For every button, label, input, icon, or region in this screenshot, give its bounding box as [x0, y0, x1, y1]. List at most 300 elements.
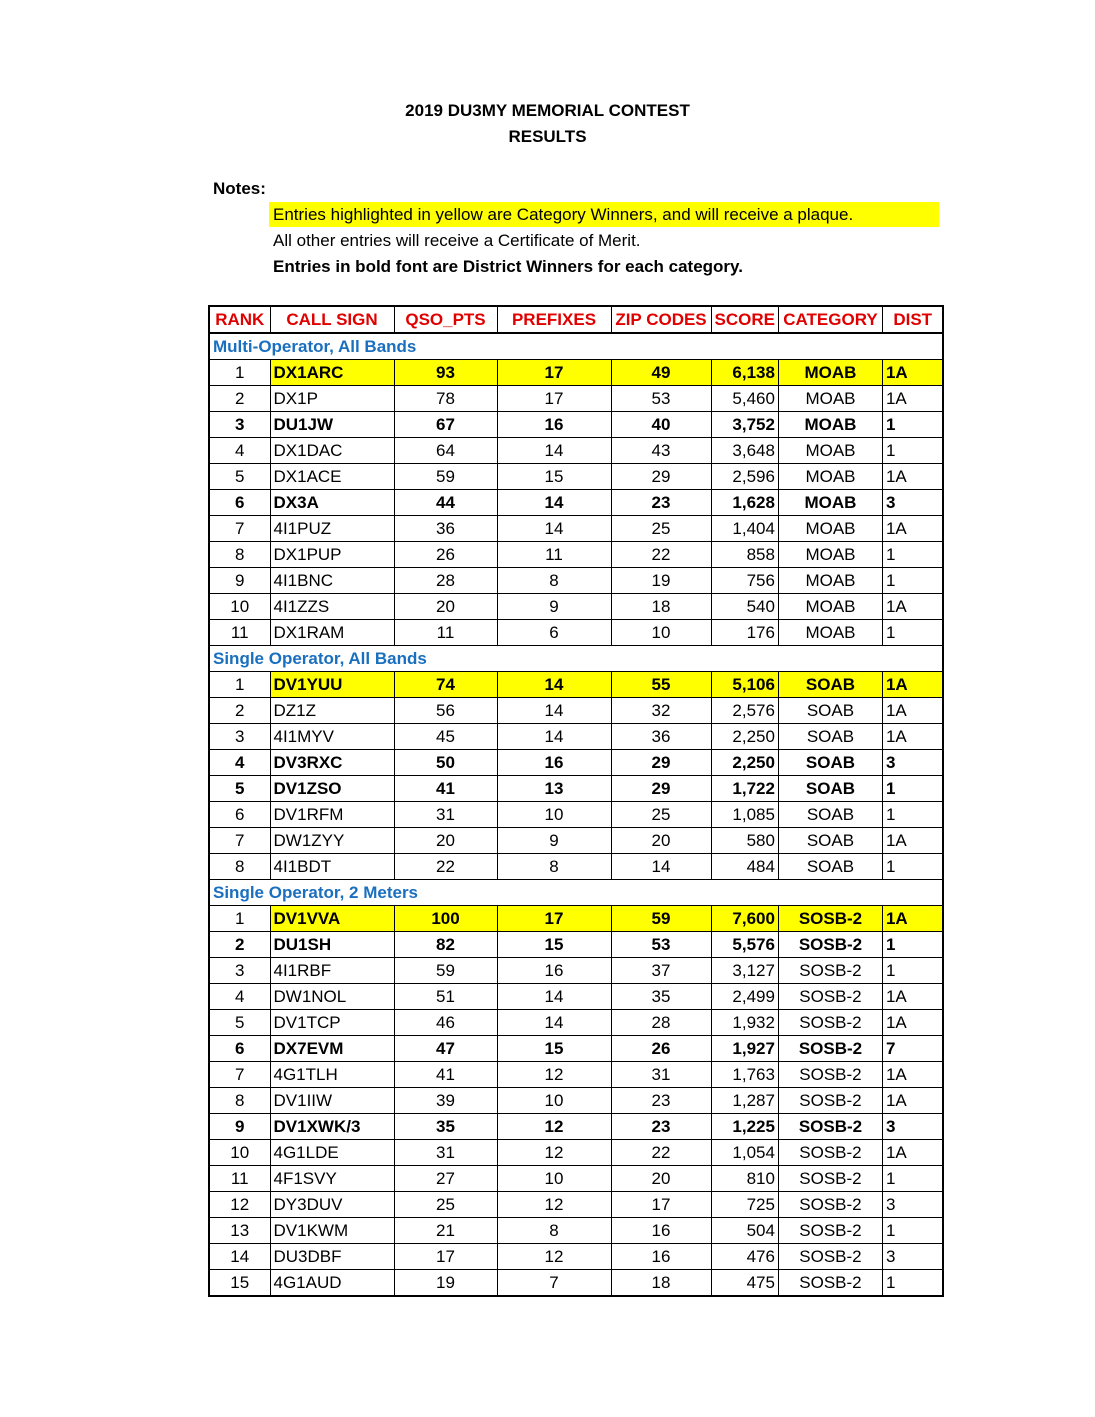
- table-row: [209, 698, 943, 724]
- cell-rank: 9: [209, 1114, 270, 1140]
- table-row: [209, 1192, 943, 1218]
- cell-prefixes: 15: [497, 1036, 611, 1062]
- cell-rank: 3: [209, 958, 270, 984]
- section-title: Single Operator, 2 Meters: [209, 880, 943, 906]
- table-row: [209, 516, 943, 542]
- cell-score: 1,287: [711, 1088, 778, 1114]
- cell-qso-pts: 59: [394, 464, 497, 490]
- cell-dist: 1A: [882, 672, 943, 698]
- column-header-zip-codes: ZIP CODES: [611, 306, 711, 333]
- cell-call-sign: DV3RXC: [270, 750, 394, 776]
- cell-rank: 3: [209, 412, 270, 438]
- cell-zip-codes: 55: [611, 672, 711, 698]
- cell-score: 3,127: [711, 958, 778, 984]
- cell-prefixes: 11: [497, 542, 611, 568]
- results-table: [208, 305, 944, 1297]
- cell-zip-codes: 49: [611, 360, 711, 386]
- cell-rank: 10: [209, 594, 270, 620]
- cell-zip-codes: 23: [611, 490, 711, 516]
- cell-rank: 6: [209, 802, 270, 828]
- cell-category: SOSB-2: [778, 1140, 882, 1166]
- cell-call-sign: DV1IIW: [270, 1088, 394, 1114]
- cell-prefixes: 9: [497, 594, 611, 620]
- table-row: [209, 724, 943, 750]
- cell-qso-pts: 64: [394, 438, 497, 464]
- cell-dist: 3: [882, 1244, 943, 1270]
- cell-dist: 1A: [882, 984, 943, 1010]
- cell-score: 725: [711, 1192, 778, 1218]
- cell-zip-codes: 18: [611, 1270, 711, 1297]
- cell-rank: 12: [209, 1192, 270, 1218]
- cell-dist: 1: [882, 802, 943, 828]
- cell-score: 7,600: [711, 906, 778, 932]
- table-row: [209, 594, 943, 620]
- cell-zip-codes: 29: [611, 776, 711, 802]
- cell-prefixes: 12: [497, 1062, 611, 1088]
- cell-dist: 1A: [882, 516, 943, 542]
- cell-rank: 3: [209, 724, 270, 750]
- note-certificate-of-merit: All other entries will receive a Certificate of Merit.: [273, 231, 641, 250]
- cell-rank: 8: [209, 854, 270, 880]
- table-row: [209, 1244, 943, 1270]
- table-row: [209, 620, 943, 646]
- cell-rank: 10: [209, 1140, 270, 1166]
- cell-zip-codes: 37: [611, 958, 711, 984]
- cell-call-sign: DV1XWK/3: [270, 1114, 394, 1140]
- cell-zip-codes: 35: [611, 984, 711, 1010]
- notes-label: Notes:: [213, 179, 266, 198]
- cell-qso-pts: 17: [394, 1244, 497, 1270]
- cell-qso-pts: 31: [394, 802, 497, 828]
- table-row: [209, 490, 943, 516]
- cell-zip-codes: 36: [611, 724, 711, 750]
- cell-category: SOSB-2: [778, 1166, 882, 1192]
- cell-prefixes: 14: [497, 698, 611, 724]
- table-row: [209, 828, 943, 854]
- cell-zip-codes: 26: [611, 1036, 711, 1062]
- cell-prefixes: 6: [497, 620, 611, 646]
- cell-prefixes: 10: [497, 1088, 611, 1114]
- cell-call-sign: 4I1MYV: [270, 724, 394, 750]
- cell-zip-codes: 29: [611, 750, 711, 776]
- cell-prefixes: 14: [497, 672, 611, 698]
- cell-call-sign: 4I1ZZS: [270, 594, 394, 620]
- cell-category: SOAB: [778, 672, 882, 698]
- section-title: Multi-Operator, All Bands: [209, 333, 943, 360]
- column-header-call-sign: CALL SIGN: [270, 306, 394, 333]
- cell-category: MOAB: [778, 620, 882, 646]
- cell-dist: 1: [882, 412, 943, 438]
- cell-category: SOSB-2: [778, 1036, 882, 1062]
- cell-score: 475: [711, 1270, 778, 1297]
- cell-category: MOAB: [778, 542, 882, 568]
- cell-score: 1,722: [711, 776, 778, 802]
- table-row: [209, 386, 943, 412]
- note-district-winners: Entries in bold font are District Winners for each category.: [273, 257, 743, 276]
- column-header-category: CATEGORY: [778, 306, 882, 333]
- cell-qso-pts: 20: [394, 828, 497, 854]
- cell-dist: 1A: [882, 698, 943, 724]
- cell-call-sign: DX7EVM: [270, 1036, 394, 1062]
- cell-prefixes: 12: [497, 1192, 611, 1218]
- cell-score: 5,576: [711, 932, 778, 958]
- cell-call-sign: DX1ARC: [270, 360, 394, 386]
- section-header-row: [209, 880, 943, 906]
- cell-category: SOAB: [778, 724, 882, 750]
- cell-dist: 1A: [882, 828, 943, 854]
- cell-category: SOSB-2: [778, 1010, 882, 1036]
- cell-zip-codes: 16: [611, 1218, 711, 1244]
- document-subtitle: RESULTS: [508, 127, 587, 146]
- cell-dist: 1: [882, 776, 943, 802]
- table-row: [209, 776, 943, 802]
- cell-zip-codes: 19: [611, 568, 711, 594]
- cell-call-sign: DU1JW: [270, 412, 394, 438]
- cell-category: MOAB: [778, 386, 882, 412]
- cell-prefixes: 17: [497, 906, 611, 932]
- cell-zip-codes: 28: [611, 1010, 711, 1036]
- cell-dist: 1: [882, 1218, 943, 1244]
- cell-qso-pts: 26: [394, 542, 497, 568]
- cell-qso-pts: 36: [394, 516, 497, 542]
- cell-score: 2,596: [711, 464, 778, 490]
- cell-zip-codes: 53: [611, 932, 711, 958]
- cell-category: SOSB-2: [778, 1270, 882, 1297]
- cell-dist: 1: [882, 932, 943, 958]
- cell-score: 484: [711, 854, 778, 880]
- cell-dist: 7: [882, 1036, 943, 1062]
- section-header-row: [209, 333, 943, 360]
- cell-score: 540: [711, 594, 778, 620]
- cell-category: SOSB-2: [778, 958, 882, 984]
- cell-call-sign: DV1VVA: [270, 906, 394, 932]
- cell-dist: 1A: [882, 464, 943, 490]
- cell-prefixes: 12: [497, 1114, 611, 1140]
- cell-call-sign: 4I1BNC: [270, 568, 394, 594]
- cell-dist: 1: [882, 1270, 943, 1297]
- cell-rank: 8: [209, 1088, 270, 1114]
- cell-dist: 1: [882, 854, 943, 880]
- cell-category: MOAB: [778, 464, 882, 490]
- cell-category: MOAB: [778, 438, 882, 464]
- cell-call-sign: DU1SH: [270, 932, 394, 958]
- cell-score: 1,628: [711, 490, 778, 516]
- section-header-row: [209, 646, 943, 672]
- results-body: [209, 333, 943, 1296]
- cell-category: SOSB-2: [778, 1088, 882, 1114]
- cell-zip-codes: 25: [611, 802, 711, 828]
- cell-score: 3,752: [711, 412, 778, 438]
- cell-score: 5,460: [711, 386, 778, 412]
- cell-score: 2,499: [711, 984, 778, 1010]
- cell-dist: 1A: [882, 1088, 943, 1114]
- cell-qso-pts: 100: [394, 906, 497, 932]
- column-header-score: SCORE: [711, 306, 778, 333]
- cell-qso-pts: 93: [394, 360, 497, 386]
- cell-call-sign: 4G1TLH: [270, 1062, 394, 1088]
- cell-dist: 1A: [882, 906, 943, 932]
- cell-score: 5,106: [711, 672, 778, 698]
- cell-prefixes: 8: [497, 1218, 611, 1244]
- cell-score: 504: [711, 1218, 778, 1244]
- cell-call-sign: 4F1SVY: [270, 1166, 394, 1192]
- cell-call-sign: DV1ZSO: [270, 776, 394, 802]
- cell-prefixes: 14: [497, 516, 611, 542]
- cell-qso-pts: 11: [394, 620, 497, 646]
- cell-category: SOAB: [778, 750, 882, 776]
- cell-category: SOAB: [778, 698, 882, 724]
- column-header-rank: RANK: [209, 306, 270, 333]
- cell-prefixes: 14: [497, 724, 611, 750]
- table-row: [209, 750, 943, 776]
- cell-call-sign: DX1P: [270, 386, 394, 412]
- cell-qso-pts: 67: [394, 412, 497, 438]
- cell-qso-pts: 51: [394, 984, 497, 1010]
- cell-prefixes: 13: [497, 776, 611, 802]
- cell-dist: 1: [882, 542, 943, 568]
- table-row: [209, 802, 943, 828]
- cell-category: SOAB: [778, 802, 882, 828]
- cell-rank: 2: [209, 698, 270, 724]
- table-row: [209, 360, 943, 386]
- cell-qso-pts: 20: [394, 594, 497, 620]
- cell-rank: 1: [209, 672, 270, 698]
- section-title: Single Operator, All Bands: [209, 646, 943, 672]
- cell-dist: 1A: [882, 386, 943, 412]
- cell-prefixes: 17: [497, 386, 611, 412]
- cell-rank: 4: [209, 750, 270, 776]
- cell-score: 580: [711, 828, 778, 854]
- cell-rank: 7: [209, 1062, 270, 1088]
- table-row: [209, 412, 943, 438]
- cell-rank: 13: [209, 1218, 270, 1244]
- cell-prefixes: 10: [497, 1166, 611, 1192]
- cell-rank: 4: [209, 984, 270, 1010]
- table-row: [209, 1010, 943, 1036]
- table-row: [209, 1218, 943, 1244]
- cell-zip-codes: 16: [611, 1244, 711, 1270]
- cell-rank: 6: [209, 490, 270, 516]
- cell-call-sign: DW1ZYY: [270, 828, 394, 854]
- cell-score: 6,138: [711, 360, 778, 386]
- cell-call-sign: DX3A: [270, 490, 394, 516]
- cell-qso-pts: 47: [394, 1036, 497, 1062]
- cell-rank: 1: [209, 906, 270, 932]
- cell-rank: 8: [209, 542, 270, 568]
- table-row: [209, 984, 943, 1010]
- cell-qso-pts: 74: [394, 672, 497, 698]
- cell-qso-pts: 28: [394, 568, 497, 594]
- table-row: [209, 958, 943, 984]
- cell-score: 1,404: [711, 516, 778, 542]
- cell-qso-pts: 39: [394, 1088, 497, 1114]
- cell-zip-codes: 17: [611, 1192, 711, 1218]
- cell-score: 3,648: [711, 438, 778, 464]
- cell-call-sign: 4G1LDE: [270, 1140, 394, 1166]
- cell-category: SOSB-2: [778, 906, 882, 932]
- cell-call-sign: DW1NOL: [270, 984, 394, 1010]
- cell-rank: 5: [209, 1010, 270, 1036]
- cell-category: SOSB-2: [778, 1192, 882, 1218]
- cell-zip-codes: 31: [611, 1062, 711, 1088]
- cell-score: 1,927: [711, 1036, 778, 1062]
- cell-prefixes: 15: [497, 932, 611, 958]
- cell-score: 2,250: [711, 724, 778, 750]
- table-row: [209, 1114, 943, 1140]
- cell-qso-pts: 46: [394, 1010, 497, 1036]
- cell-rank: 5: [209, 776, 270, 802]
- cell-qso-pts: 35: [394, 1114, 497, 1140]
- cell-zip-codes: 40: [611, 412, 711, 438]
- cell-dist: 1A: [882, 1062, 943, 1088]
- cell-prefixes: 12: [497, 1140, 611, 1166]
- cell-call-sign: DX1DAC: [270, 438, 394, 464]
- note-category-winners: Entries highlighted in yellow are Category Winners, and will receive a plaque.: [269, 202, 939, 227]
- table-row: [209, 932, 943, 958]
- cell-prefixes: 10: [497, 802, 611, 828]
- cell-dist: 3: [882, 750, 943, 776]
- table-row: [209, 542, 943, 568]
- cell-prefixes: 16: [497, 412, 611, 438]
- cell-dist: 3: [882, 490, 943, 516]
- cell-rank: 7: [209, 516, 270, 542]
- cell-dist: 3: [882, 1114, 943, 1140]
- cell-category: MOAB: [778, 360, 882, 386]
- cell-rank: 1: [209, 360, 270, 386]
- cell-category: MOAB: [778, 490, 882, 516]
- cell-zip-codes: 14: [611, 854, 711, 880]
- cell-category: SOSB-2: [778, 984, 882, 1010]
- cell-qso-pts: 78: [394, 386, 497, 412]
- cell-qso-pts: 50: [394, 750, 497, 776]
- column-header-dist: DIST: [882, 306, 943, 333]
- column-header-qso-pts: QSO_PTS: [394, 306, 497, 333]
- cell-score: 756: [711, 568, 778, 594]
- table-row: [209, 438, 943, 464]
- cell-prefixes: 8: [497, 854, 611, 880]
- cell-score: 810: [711, 1166, 778, 1192]
- cell-rank: 5: [209, 464, 270, 490]
- table-row: [209, 1088, 943, 1114]
- cell-qso-pts: 44: [394, 490, 497, 516]
- cell-score: 2,250: [711, 750, 778, 776]
- cell-prefixes: 14: [497, 438, 611, 464]
- cell-score: 476: [711, 1244, 778, 1270]
- table-row: [209, 854, 943, 880]
- cell-qso-pts: 22: [394, 854, 497, 880]
- cell-score: 1,054: [711, 1140, 778, 1166]
- cell-category: SOSB-2: [778, 1244, 882, 1270]
- cell-call-sign: DX1RAM: [270, 620, 394, 646]
- cell-zip-codes: 32: [611, 698, 711, 724]
- table-row: [209, 1036, 943, 1062]
- cell-category: SOAB: [778, 828, 882, 854]
- cell-zip-codes: 53: [611, 386, 711, 412]
- cell-rank: 9: [209, 568, 270, 594]
- cell-rank: 4: [209, 438, 270, 464]
- cell-call-sign: DV1RFM: [270, 802, 394, 828]
- cell-call-sign: DX1ACE: [270, 464, 394, 490]
- cell-dist: 1: [882, 1166, 943, 1192]
- cell-dist: 1: [882, 620, 943, 646]
- cell-rank: 11: [209, 620, 270, 646]
- cell-prefixes: 7: [497, 1270, 611, 1297]
- cell-category: SOAB: [778, 854, 882, 880]
- cell-zip-codes: 18: [611, 594, 711, 620]
- cell-qso-pts: 45: [394, 724, 497, 750]
- cell-qso-pts: 59: [394, 958, 497, 984]
- cell-call-sign: DY3DUV: [270, 1192, 394, 1218]
- cell-zip-codes: 23: [611, 1088, 711, 1114]
- table-row: [209, 1270, 943, 1297]
- cell-rank: 2: [209, 932, 270, 958]
- cell-score: 2,576: [711, 698, 778, 724]
- cell-zip-codes: 23: [611, 1114, 711, 1140]
- cell-qso-pts: 25: [394, 1192, 497, 1218]
- cell-dist: 1: [882, 438, 943, 464]
- cell-dist: 1: [882, 958, 943, 984]
- cell-category: MOAB: [778, 516, 882, 542]
- table-row: [209, 1062, 943, 1088]
- cell-qso-pts: 27: [394, 1166, 497, 1192]
- cell-qso-pts: 82: [394, 932, 497, 958]
- cell-call-sign: DV1YUU: [270, 672, 394, 698]
- cell-category: MOAB: [778, 594, 882, 620]
- cell-zip-codes: 20: [611, 1166, 711, 1192]
- cell-score: 858: [711, 542, 778, 568]
- cell-call-sign: DX1PUP: [270, 542, 394, 568]
- cell-category: SOAB: [778, 776, 882, 802]
- column-header-prefixes: PREFIXES: [497, 306, 611, 333]
- cell-call-sign: DU3DBF: [270, 1244, 394, 1270]
- cell-dist: 1A: [882, 360, 943, 386]
- cell-prefixes: 9: [497, 828, 611, 854]
- cell-call-sign: 4G1AUD: [270, 1270, 394, 1297]
- cell-score: 1,085: [711, 802, 778, 828]
- cell-call-sign: DV1TCP: [270, 1010, 394, 1036]
- cell-score: 1,225: [711, 1114, 778, 1140]
- cell-qso-pts: 19: [394, 1270, 497, 1297]
- table-row: [209, 464, 943, 490]
- table-row: [209, 568, 943, 594]
- cell-call-sign: DV1KWM: [270, 1218, 394, 1244]
- cell-zip-codes: 22: [611, 542, 711, 568]
- cell-category: SOSB-2: [778, 1062, 882, 1088]
- cell-prefixes: 16: [497, 958, 611, 984]
- cell-category: SOSB-2: [778, 932, 882, 958]
- table-row: [209, 1140, 943, 1166]
- cell-qso-pts: 31: [394, 1140, 497, 1166]
- cell-call-sign: 4I1PUZ: [270, 516, 394, 542]
- document-title: 2019 DU3MY MEMORIAL CONTEST: [405, 101, 690, 120]
- cell-zip-codes: 20: [611, 828, 711, 854]
- cell-rank: 14: [209, 1244, 270, 1270]
- cell-score: 1,763: [711, 1062, 778, 1088]
- cell-rank: 11: [209, 1166, 270, 1192]
- cell-qso-pts: 41: [394, 1062, 497, 1088]
- cell-prefixes: 14: [497, 1010, 611, 1036]
- cell-rank: 6: [209, 1036, 270, 1062]
- cell-dist: 1A: [882, 1010, 943, 1036]
- cell-rank: 2: [209, 386, 270, 412]
- cell-zip-codes: 29: [611, 464, 711, 490]
- cell-dist: 1A: [882, 724, 943, 750]
- cell-prefixes: 14: [497, 490, 611, 516]
- cell-category: MOAB: [778, 568, 882, 594]
- cell-zip-codes: 59: [611, 906, 711, 932]
- cell-zip-codes: 25: [611, 516, 711, 542]
- cell-prefixes: 12: [497, 1244, 611, 1270]
